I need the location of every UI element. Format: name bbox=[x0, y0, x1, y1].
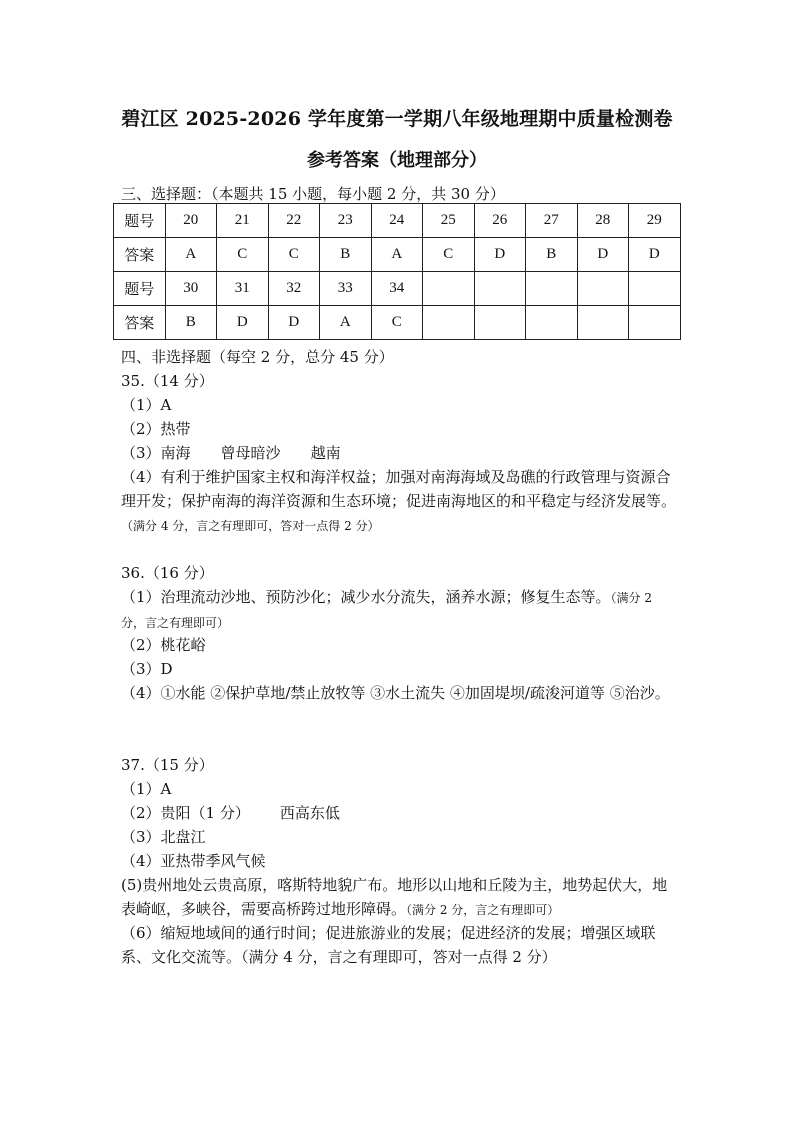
table-cell-answer: C bbox=[268, 238, 320, 272]
table-cell-question-number: 31 bbox=[217, 272, 269, 306]
table-cell-answer: D bbox=[629, 238, 681, 272]
q35-heading: 35.（14 分） bbox=[121, 372, 214, 390]
q37-answer-6: （6）缩短地域间的通行时间；促进旅游业的发展；促进经济的发展；增强区域联系、文化交流等。（满分 4 分，言之有理即可，答对一点得 2 分） bbox=[121, 924, 656, 966]
table-cell-question-number bbox=[526, 272, 578, 306]
table-cell-answer: A bbox=[320, 306, 372, 340]
q37-answer-5 bbox=[121, 873, 679, 922]
table-row-label: 答案 bbox=[114, 306, 166, 340]
table-cell-answer: A bbox=[165, 238, 217, 272]
table-cell-answer bbox=[474, 306, 526, 340]
q35-answer-4-text: （4）有利于维护国家主权和海洋权益；加强对南海海域及岛礁的行政管理与资源合理开发；保护南海的海洋资源和生态环境；促进南海地区的和平稳定与经济发展等。 bbox=[121, 468, 677, 510]
table-row-answer bbox=[114, 238, 681, 272]
q36-answer-4: （4）①水能 ②保护草地/禁止放牧等 ③水土流失 ④加固堤坝/疏浚河道等 ⑤治沙。 bbox=[121, 684, 670, 702]
table-cell-question-number: 29 bbox=[629, 204, 681, 238]
table-cell-question-number: 26 bbox=[474, 204, 526, 238]
table-row-label: 答案 bbox=[114, 238, 166, 272]
table-cell-answer: B bbox=[165, 306, 217, 340]
multiple-choice-answer-table bbox=[113, 203, 681, 340]
q35-answer-3a: （3）南海 bbox=[121, 444, 191, 462]
table-cell-question-number bbox=[629, 272, 681, 306]
page-title: 碧江区 2025-2026 学年度第一学期八年级地理期中质量检测卷 bbox=[121, 108, 673, 130]
q35-answer-4-note: （满分 4 分，言之有理即可，答对一点得 2 分） bbox=[121, 519, 380, 533]
table-cell-question-number: 27 bbox=[526, 204, 578, 238]
table-cell-answer: C bbox=[423, 238, 475, 272]
section-4-heading: 四、非选择题（每空 2 分，总分 45 分） bbox=[121, 348, 394, 366]
q35-answer-3b: 曾母暗沙 bbox=[220, 444, 281, 462]
table-cell-question-number: 21 bbox=[217, 204, 269, 238]
table-cell-answer: B bbox=[320, 238, 372, 272]
q37-answer-1: （1）A bbox=[121, 780, 172, 798]
q37-answer-5-note: （满分 2 分，言之有理即可） bbox=[406, 903, 560, 917]
table-cell-answer bbox=[526, 306, 578, 340]
q36-answer-3: （3）D bbox=[121, 660, 173, 678]
table-cell-question-number: 28 bbox=[577, 204, 629, 238]
table-row-question-number bbox=[114, 204, 681, 238]
q37-answer-4: （4）亚热带季风气候 bbox=[121, 852, 266, 870]
table-cell-answer: B bbox=[526, 238, 578, 272]
q36-answer-2: （2）桃花峪 bbox=[121, 636, 206, 654]
table-cell-answer: D bbox=[268, 306, 320, 340]
q36-heading: 36.（16 分） bbox=[121, 564, 214, 582]
table-cell-answer bbox=[577, 306, 629, 340]
q35-answer-4 bbox=[121, 465, 679, 538]
q37-answer-2a: （2）贵阳（1 分） bbox=[121, 804, 250, 822]
table-cell-answer: D bbox=[474, 238, 526, 272]
q37-answer-2 bbox=[121, 802, 340, 824]
q35-answer-3 bbox=[121, 442, 341, 464]
table-cell-answer: D bbox=[577, 238, 629, 272]
table-cell-question-number: 23 bbox=[320, 204, 372, 238]
table-row-label: 题号 bbox=[114, 272, 166, 306]
q35-answer-3c: 越南 bbox=[310, 444, 341, 462]
q37-answer-2b: 西高东低 bbox=[279, 804, 340, 822]
table-cell-question-number: 32 bbox=[268, 272, 320, 306]
q35-answer-2: （2）热带 bbox=[121, 420, 191, 438]
table-cell-answer bbox=[423, 306, 475, 340]
table-row-label: 题号 bbox=[114, 204, 166, 238]
q36-answer-1-text: （1）治理流动沙地、预防沙化；减少水分流失，涵养水源；修复生态等。 bbox=[121, 588, 611, 606]
table-cell-answer: D bbox=[217, 306, 269, 340]
table-cell-question-number: 30 bbox=[165, 272, 217, 306]
table-cell-question-number: 33 bbox=[320, 272, 372, 306]
table-cell-question-number: 20 bbox=[165, 204, 217, 238]
table-cell-answer: C bbox=[371, 306, 423, 340]
q37-answer-3: （3）北盘江 bbox=[121, 828, 206, 846]
table-cell-question-number: 24 bbox=[371, 204, 423, 238]
table-cell-question-number: 34 bbox=[371, 272, 423, 306]
q36-answer-1 bbox=[121, 585, 679, 635]
table-cell-answer bbox=[629, 306, 681, 340]
table-cell-answer: C bbox=[217, 238, 269, 272]
page-subtitle: 参考答案（地理部分） bbox=[307, 150, 487, 171]
table-cell-question-number: 22 bbox=[268, 204, 320, 238]
q37-heading: 37.（15 分） bbox=[121, 756, 214, 774]
table-cell-question-number bbox=[577, 272, 629, 306]
table-row-answer bbox=[114, 306, 681, 340]
section-3-heading: 三、选择题：（本题共 15 小题，每小题 2 分，共 30 分） bbox=[121, 185, 505, 203]
q35-answer-1: （1）A bbox=[121, 396, 172, 414]
table-cell-answer: A bbox=[371, 238, 423, 272]
table-cell-question-number bbox=[474, 272, 526, 306]
table-row-question-number bbox=[114, 272, 681, 306]
table-cell-question-number bbox=[423, 272, 475, 306]
table-cell-question-number: 25 bbox=[423, 204, 475, 238]
q36-answer-1-note: （满分 2 分，言之有理即可） bbox=[121, 591, 652, 630]
q37-answer-5-text: (5)贵州地处云贵高原，喀斯特地貌广布。地形以山地和丘陵为主，地势起伏大，地表崎岖，多峡谷，需要高桥跨过地形障碍。 bbox=[121, 876, 668, 918]
